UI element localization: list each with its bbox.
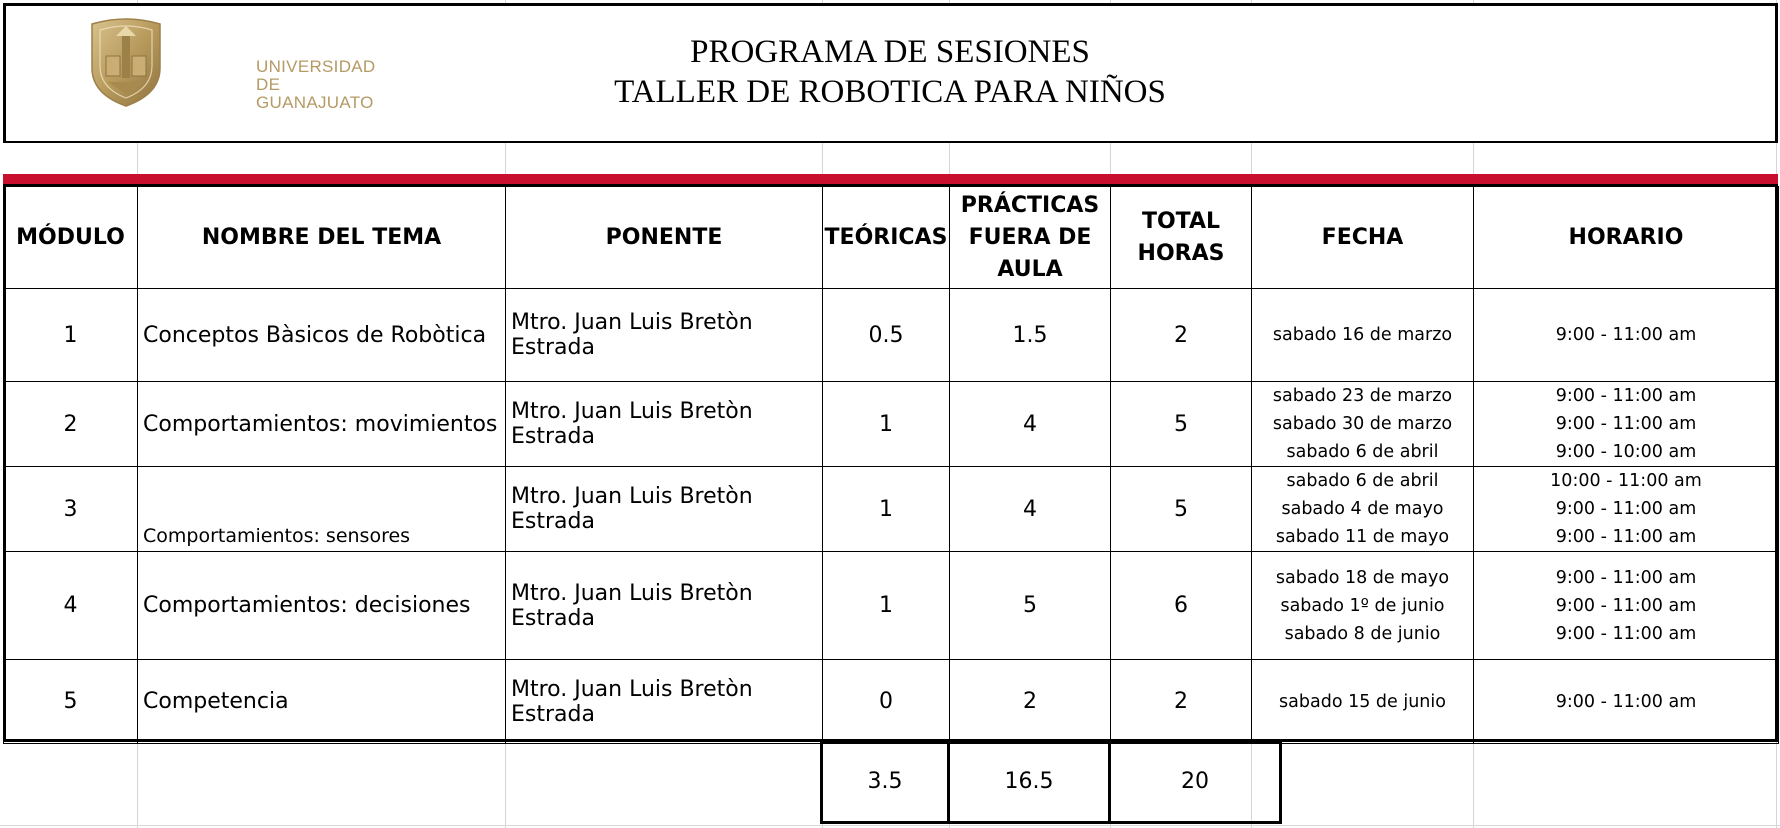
col-header-teoricas: TEÓRICAS [823, 187, 950, 289]
accent-band [3, 174, 1778, 184]
cell-fecha [1252, 467, 1474, 552]
col-header-horario: HORARIO [1474, 187, 1779, 289]
fecha-line: sabado 1º de junio [1280, 595, 1445, 616]
horario-line: 9:00 - 10:00 am [1555, 442, 1697, 462]
cell-teoricas: 0.5 [823, 289, 950, 382]
cell-practicas: 4 [950, 382, 1111, 467]
horario-line: 9:00 - 11:00 am [1555, 623, 1697, 644]
cell-total: 5 [1111, 467, 1252, 552]
cell-practicas: 2 [950, 660, 1111, 744]
cell-total: 2 [1111, 660, 1252, 744]
table-row [4, 289, 1779, 382]
col-header-total-line1: TOTAL [1141, 208, 1221, 234]
horario-line: 10:00 - 11:00 am [1550, 471, 1702, 491]
cell-fecha [1252, 289, 1474, 382]
col-header-total [1111, 187, 1252, 289]
cell-practicas: 5 [950, 552, 1111, 660]
cell-practicas: 1.5 [950, 289, 1111, 382]
cell-total: 5 [1111, 382, 1252, 467]
horario-line: 9:00 - 11:00 am [1555, 691, 1697, 712]
cell-teoricas: 1 [823, 467, 950, 552]
table-row [4, 467, 1779, 552]
fecha-line: sabado 6 de abril [1286, 442, 1439, 462]
cell-tema: Comportamientos: decisiones [138, 552, 506, 660]
horario-line: 9:00 - 11:00 am [1555, 386, 1697, 406]
cell-modulo: 3 [4, 467, 138, 552]
table-row [4, 660, 1779, 744]
cell-total: 6 [1111, 552, 1252, 660]
university-name [256, 58, 376, 112]
col-header-tema: NOMBRE DEL TEMA [138, 187, 506, 289]
cell-practicas: 4 [950, 467, 1111, 552]
fecha-line: sabado 4 de mayo [1281, 499, 1444, 519]
col-header-modulo: MÓDULO [4, 187, 138, 289]
cell-fecha [1252, 382, 1474, 467]
fecha-line: sabado 8 de junio [1284, 623, 1441, 644]
cell-modulo: 2 [4, 382, 138, 467]
col-header-practicas-line2: FUERA DE [968, 224, 1092, 250]
cell-tema: Conceptos Bàsicos de Robòtica [138, 289, 506, 382]
fecha-line: sabado 30 de marzo [1272, 414, 1453, 434]
cell-tema: Comportamientos: sensores [138, 467, 506, 552]
cell-ponente: Mtro. Juan Luis Bretòn Estrada [506, 382, 823, 467]
fecha-line: sabado 23 de marzo [1272, 386, 1453, 406]
cell-teoricas: 1 [823, 382, 950, 467]
fecha-line: sabado 16 de marzo [1272, 325, 1453, 345]
fecha-line: sabado 18 de mayo [1275, 567, 1450, 588]
cell-total: 2 [1111, 289, 1252, 382]
horario-line: 9:00 - 11:00 am [1555, 527, 1697, 547]
total-horas: 20 [1181, 769, 1209, 794]
total-practicas: 16.5 [1004, 769, 1054, 794]
logo-text-line1: UNIVERSIDAD DE [256, 57, 376, 94]
cell-tema: Comportamientos: movimientos [138, 382, 506, 467]
cell-teoricas: 0 [823, 660, 950, 744]
table-row [4, 382, 1779, 467]
cell-teoricas: 1 [823, 552, 950, 660]
cell-tema: Competencia [138, 660, 506, 744]
logo-text-line2: GUANAJUATO [256, 93, 374, 112]
fecha-line: sabado 6 de abril [1286, 471, 1439, 491]
col-header-practicas-line1: PRÁCTICAS [960, 192, 1100, 218]
table-header-row [4, 187, 1779, 289]
horario-line: 9:00 - 11:00 am [1555, 567, 1697, 588]
col-header-practicas-line3: AULA [997, 256, 1063, 282]
cell-modulo: 4 [4, 552, 138, 660]
cell-ponente: Mtro. Juan Luis Bretòn Estrada [506, 552, 823, 660]
sessions-table [3, 186, 1779, 744]
university-logo [86, 16, 376, 112]
cell-fecha [1252, 660, 1474, 744]
total-teoricas: 3.5 [867, 769, 903, 794]
cell-modulo: 5 [4, 660, 138, 744]
university-seal-icon [86, 16, 166, 108]
cell-modulo: 1 [4, 289, 138, 382]
col-header-total-line2: HORAS [1137, 240, 1225, 266]
col-header-practicas [950, 187, 1111, 289]
cell-ponente: Mtro. Juan Luis Bretòn Estrada [506, 289, 823, 382]
col-header-fecha: FECHA [1252, 187, 1474, 289]
col-header-ponente: PONENTE [506, 187, 823, 289]
header-divider [3, 141, 1778, 143]
cell-horario [1474, 660, 1779, 744]
horario-line: 9:00 - 11:00 am [1555, 595, 1697, 616]
fecha-line: sabado 15 de junio [1279, 691, 1446, 712]
table-row [4, 552, 1779, 660]
cell-horario [1474, 467, 1779, 552]
cell-horario [1474, 289, 1779, 382]
cell-fecha [1252, 552, 1474, 660]
horario-line: 9:00 - 11:00 am [1555, 325, 1697, 345]
page-subtitle: TALLER DE ROBOTICA PARA NIÑOS [614, 74, 1166, 110]
horario-line: 9:00 - 11:00 am [1555, 499, 1697, 519]
cell-horario [1474, 382, 1779, 467]
cell-ponente: Mtro. Juan Luis Bretòn Estrada [506, 467, 823, 552]
cell-horario [1474, 552, 1779, 660]
fecha-line: sabado 11 de mayo [1275, 527, 1450, 547]
horario-line: 9:00 - 11:00 am [1555, 414, 1697, 434]
cell-ponente: Mtro. Juan Luis Bretòn Estrada [506, 660, 823, 744]
page-title: PROGRAMA DE SESIONES [690, 34, 1090, 70]
